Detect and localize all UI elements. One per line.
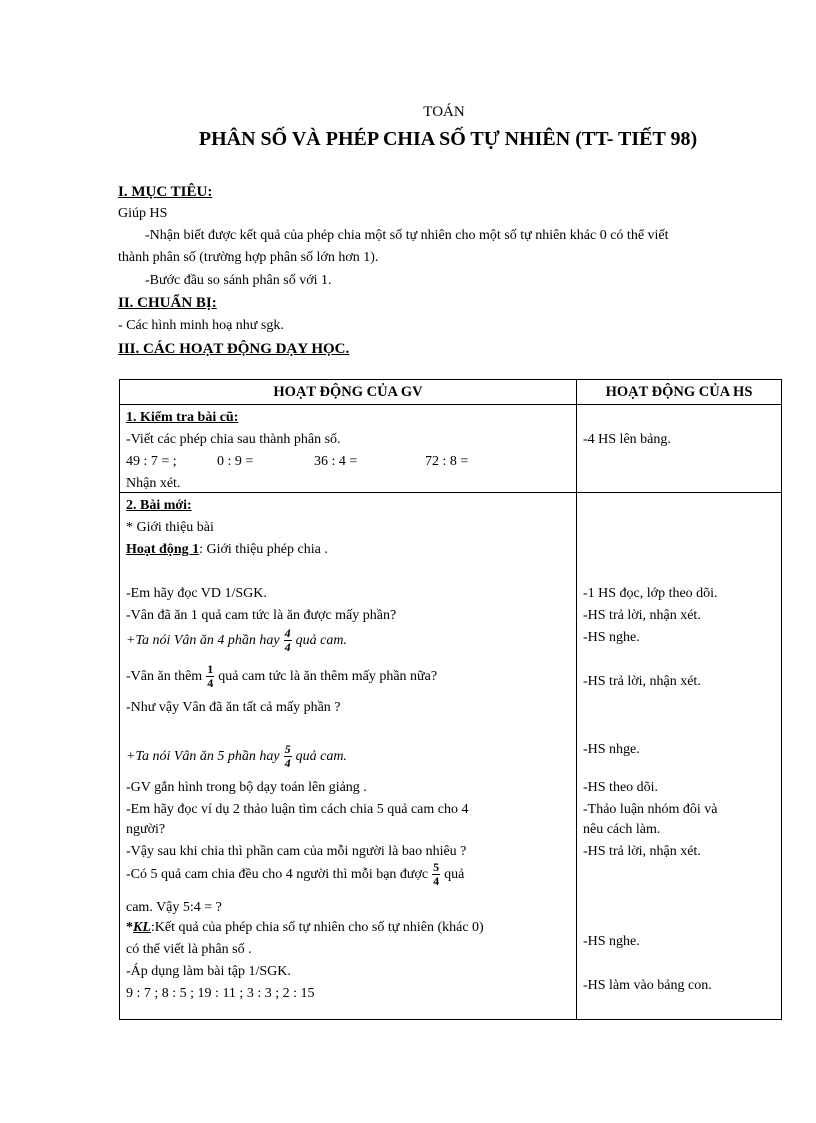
gv-text: +Ta nói Vân ăn 5 phần hay <box>126 749 280 764</box>
star-mark: * <box>126 920 133 935</box>
hs-line: -HS trả lời, nhận xét. <box>583 844 701 859</box>
conclusion-label: KL <box>133 920 151 935</box>
fraction <box>206 663 214 690</box>
objective-line: thành phân số (trường hợp phân số lớn hơn 1). <box>118 250 379 265</box>
new-lesson-heading: 2. Bài mới: <box>126 498 192 513</box>
gv-line <box>126 625 347 657</box>
fraction <box>432 861 440 888</box>
gv-line: -Vân đã ăn 1 quả cam tức là ăn được mấy phần? <box>126 608 397 623</box>
gv-text: :Kết quả của phép chia số tự nhiên cho số tự nhiên (khác 0) <box>150 920 484 935</box>
gv-line: -Em hãy đọc ví dụ 2 thảo luận tìm cách chia 5 quả cam cho 4 <box>126 802 469 817</box>
gv-line: -Viết các phép chia sau thành phân số. <box>126 432 341 447</box>
numerator: 1 <box>207 662 214 677</box>
col-header-hs: HOẠT ĐỘNG CỦA HS <box>577 380 782 405</box>
hs-line: -HS trả lời, nhận xét. <box>583 674 701 689</box>
activity-line <box>126 541 328 559</box>
gv-text: -Có 5 quả cam chia đều cho 4 người thì mỗi bạn được <box>126 867 429 882</box>
objectives-intro: Giúp HS <box>118 206 168 221</box>
hs-line: -HS làm vào bảng con. <box>583 978 712 993</box>
hs-line: -HS nghe. <box>583 934 640 949</box>
activity-text: : Giới thiệu phép chia . <box>199 542 328 557</box>
subject-label: TOÁN <box>423 104 465 120</box>
gv-line: -Vậy sau khi chia thì phần cam của mỗi người là bao nhiêu ? <box>126 844 467 859</box>
denominator: 4 <box>284 756 291 771</box>
gv-line: -GV gắn hình trong bộ dạy toán lên giảng . <box>126 780 367 795</box>
gv-line <box>126 741 347 773</box>
table-header-row <box>120 380 782 405</box>
lesson-title: PHÂN SỐ VÀ PHÉP CHIA SỐ TỰ NHIÊN (TT- TIẾT 98) <box>198 128 698 150</box>
exercise-item: 72 : 8 = <box>425 454 469 469</box>
col-header-gv: HOẠT ĐỘNG CỦA GV <box>120 380 577 405</box>
gv-line <box>126 661 437 693</box>
gv-line: có thể viết là phân số . <box>126 942 252 957</box>
hs-line: -HS nhge. <box>583 742 640 757</box>
table-row <box>120 493 782 1020</box>
prep-heading: II. CHUẨN BỊ: <box>118 295 217 311</box>
gv-line: cam. Vậy 5:4 = ? <box>126 900 222 915</box>
gv-line: * Giới thiệu bài <box>126 520 214 535</box>
conclusion-line <box>126 919 484 937</box>
gv-text: quả cam. <box>295 749 347 764</box>
objectives-heading: I. MỤC TIÊU: <box>118 184 213 200</box>
exercise-item: 49 : 7 = ; <box>126 454 177 469</box>
activity-label: Hoạt động 1 <box>126 542 200 557</box>
gv-line: người? <box>126 822 166 837</box>
hs-line: nêu cách làm. <box>583 822 661 837</box>
gv-text: +Ta nói Vân ăn 4 phần hay <box>126 633 280 648</box>
numerator: 5 <box>433 860 440 875</box>
fraction <box>284 743 292 770</box>
gv-text: quả cam tức là ăn thêm mấy phần nữa? <box>218 669 438 684</box>
objective-line: -Bước đầu so sánh phân số với 1. <box>145 273 332 288</box>
prep-line: - Các hình minh hoạ như sgk. <box>118 318 284 333</box>
table-row <box>120 405 782 493</box>
gv-line: -Em hãy đọc VD 1/SGK. <box>126 586 267 601</box>
hs-line: -HS nghe. <box>583 630 640 645</box>
hs-line: -Thảo luận nhóm đôi và <box>583 802 718 817</box>
gv-line: -Như vậy Vân đã ăn tất cả mấy phần ? <box>126 700 341 715</box>
exercise-item: 36 : 4 = <box>314 454 358 469</box>
gv-line: 9 : 7 ; 8 : 5 ; 19 : 11 ; 3 : 3 ; 2 : 15 <box>126 986 315 1001</box>
gv-line <box>126 859 464 891</box>
denominator: 4 <box>433 874 440 889</box>
gv-text: quả <box>444 867 465 882</box>
gv-text: quả cam. <box>295 633 347 648</box>
denominator: 4 <box>207 676 214 691</box>
hs-line: -1 HS đọc, lớp theo dõi. <box>583 586 718 601</box>
fraction <box>284 627 292 654</box>
gv-line: -Áp dụng làm bài tập 1/SGK. <box>126 964 291 979</box>
objective-line: -Nhận biết được kết quả của phép chia một số tự nhiên cho một số tự nhiên khác 0 có thể viết <box>145 228 669 243</box>
numerator: 4 <box>284 626 291 641</box>
review-heading: 1. Kiểm tra bài cũ: <box>126 410 239 425</box>
gv-text: -Vân ăn thêm <box>126 669 203 684</box>
gv-line: Nhận xét. <box>126 476 181 491</box>
hs-line: -HS trả lời, nhận xét. <box>583 608 701 623</box>
hs-line: -HS theo dõi. <box>583 780 659 795</box>
numerator: 5 <box>284 742 291 757</box>
denominator: 4 <box>284 640 291 655</box>
hs-line: -4 HS lên bảng. <box>583 432 671 447</box>
activities-heading: III. CÁC HOẠT ĐỘNG DẠY HỌC. <box>118 341 350 357</box>
exercise-item: 0 : 9 = <box>217 454 254 469</box>
lesson-activities-table <box>119 379 782 1020</box>
